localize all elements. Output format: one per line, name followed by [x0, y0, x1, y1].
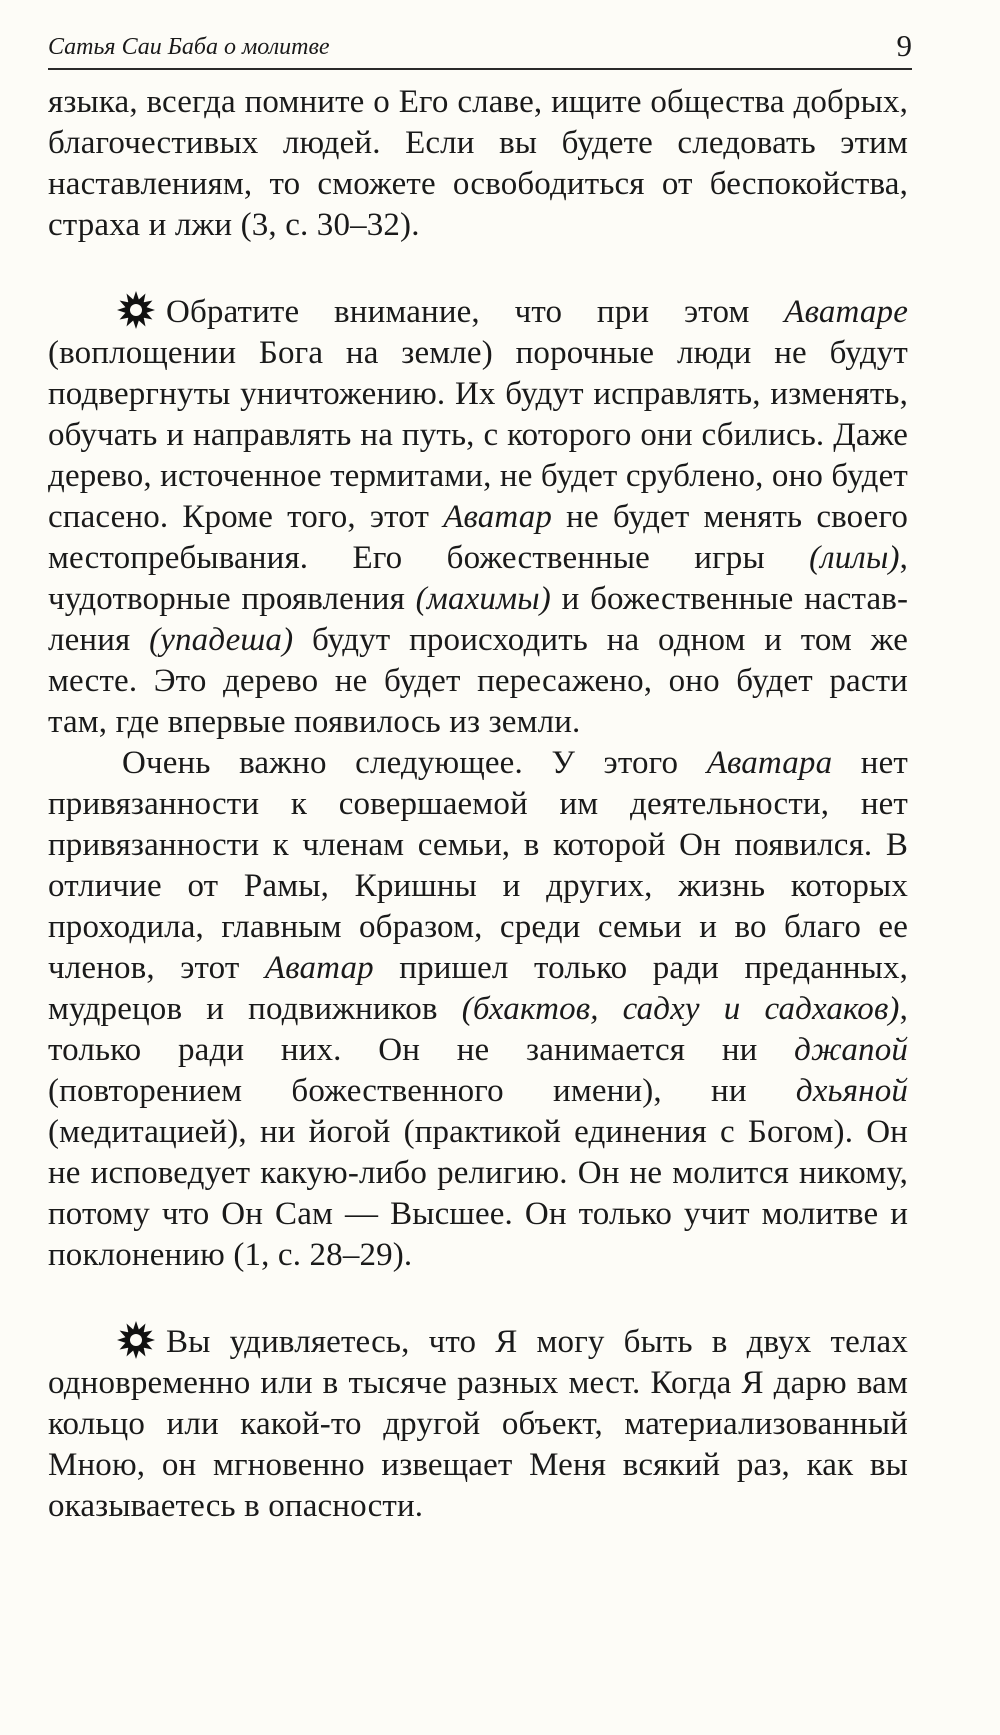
- paragraph-4-text: Вы удивляетесь, что Я могу быть в двух телах одновременно или в тысяче разных мест. Когда Я дарю вам кольцо или какой-то другой объект, материализованный Мною, он мгновенно извещает Меня всякий раз, как вы оказываетесь в опасности.: [48, 1324, 908, 1524]
- paragraph-3-text-2: нет привязанности к совершаемой им деятельности, нет привязанности к членам семьи, в которой Он появился. В отличие от Рамы, Кришны и других, жизнь которых проходила, главным образом, среди семьи и во благо ее членов, этот: [48, 745, 908, 986]
- paragraph-2-text-5: и божественные наставления: [48, 581, 908, 658]
- paragraph-2-text-4: , чудотворные проявления: [48, 540, 908, 617]
- sun-flower-icon: [116, 1320, 156, 1360]
- term-bhakty: (бхактов, садху и садхаков): [461, 991, 900, 1027]
- paragraph-2-text-3: не будет менять своего местопребывания. Его божественные игры: [48, 499, 908, 576]
- page-header: [48, 28, 912, 70]
- paragraph-3: [48, 743, 908, 1276]
- body-text: [48, 82, 908, 1527]
- term-mahimy: (махимы): [415, 581, 551, 617]
- term-avatar-2: Аватар: [264, 950, 374, 986]
- paragraph-1: языка, всегда помните о Его славе, ищите общества добрых, благочестивых людей. Если вы будете следовать этим наставлениям, то сможете освободиться от беспокойства, страха и лжи (3, с. 30–32).: [48, 84, 908, 243]
- paragraph-4: [48, 1320, 908, 1527]
- paragraph-2-text-1: Обратите внимание, что при этом: [166, 294, 785, 330]
- page-number: 9: [896, 28, 912, 63]
- term-avatar: Аватар: [443, 499, 553, 535]
- paragraph-2-text-6: будут происходить на одном и том же месте. Это дерево не будет пересажено, оно будет расти там, где впервые появилось из земли.: [48, 622, 908, 740]
- paragraph-2: [48, 290, 908, 743]
- paragraph-3-text-1: Очень важно следующее. У этого: [122, 745, 707, 781]
- term-lily: (лилы): [809, 540, 900, 576]
- term-dhyana: дхьяной: [795, 1073, 908, 1109]
- term-avatare: Аватаре: [784, 294, 908, 330]
- paragraph-3-text-6: (медитацией), ни йогой (практикой единения с Богом). Он не исповедует какую-либо религию. Он не молится никому, потому что Он Сам — Высшее. Он только учит молитве и поклонению (1, с. 28–29).: [48, 1114, 908, 1273]
- paragraph-3-text-3: пришел только ради преданных, мудрецов и подвижников: [48, 950, 908, 1027]
- sun-flower-icon: [116, 290, 156, 330]
- running-title: Сатья Саи Баба о молитве: [48, 34, 330, 60]
- paragraph-3-text-5: (повторением божественного имени), ни: [48, 1073, 796, 1109]
- term-avatara: Аватара: [706, 745, 833, 781]
- paragraph-2-text-2: (воплощении Бога на земле) порочные люди не будут подвергнуты уничтожению. Их будут исправлять, изменять, обучать и направлять на путь, с которого они сбились. Даже дерево, источенное термитами, не будет срублено, оно будет спасено. Кроме того, этот: [48, 335, 908, 535]
- paragraph-3-text-4: , только ради них. Он не занимается ни: [48, 991, 908, 1068]
- term-upadesha: (упадеша): [149, 622, 294, 658]
- term-japa: джапой: [794, 1032, 908, 1068]
